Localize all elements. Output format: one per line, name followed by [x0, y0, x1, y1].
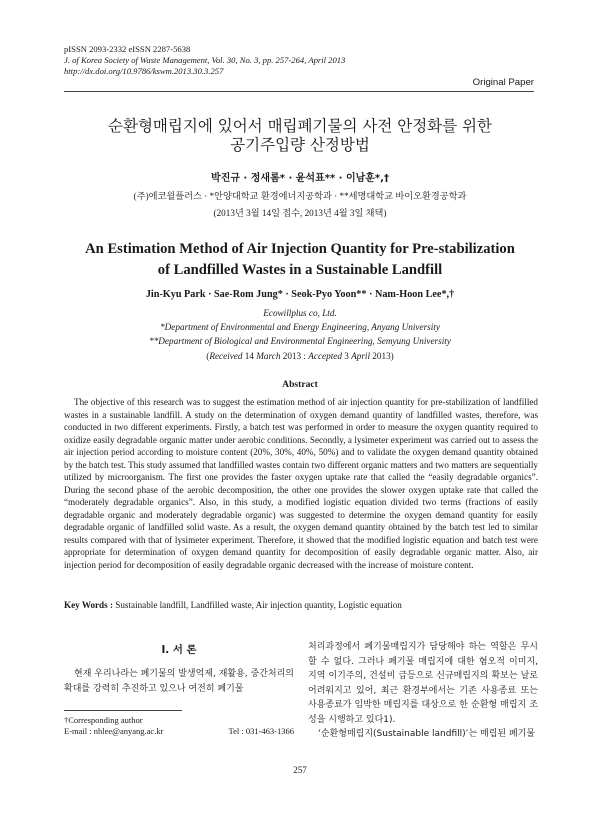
korean-dates: (2013년 3월 14일 접수, 2013년 4월 3일 채택) — [213, 208, 387, 218]
english-title-line1: An Estimation Method of Air Injection Quantity for Pre-stabilization — [85, 241, 515, 257]
abstract-heading: Abstract — [282, 379, 318, 390]
abstract-text: The objective of this research was to suggest the estimation method of air injection quantity for pre-stabilization of landfilled wastes in a sustainable landfill. A study on the determination of oxygen demand quantity of landfilled wastes, therefore, was conducted in two different experiments. Firstly, a batch test was performed in order to measure the oxygen quantity required to oxidize easily degradable organic matter under aerobic conditions. Secondly, a lysimeter experiment was carried out to assess the air injection period according to moisture content (20%, 30%, 40%, 50%) and to validate the oxygen demand quantity obtained by the batch test. This study assumed that landfilled wastes contain two different organic matters and two matters are sequentially utilized by microorganism. The first one provides the faster oxygen uptake rate that called the “easily degradable organics”. During the second phase of the aerobic decomposition, the other one provides the slower oxygen uptake rate that called the “moderately degradable organics”. Also, in this study, a modified logistic equation divided two terms (fractions of easily degradable organic and moderately degradable organic) was suggested to determine the oxygen demand quantity for easily degradable organic of landfilled solid waste. As a result, the oxygen demand quantity obtained by the batch test led to similar results compared with that of lysimeter experiment. Therefore, it showed that the modified logistic equation and batch test were appropriate for determination of oxygen demand quantity for decomposition of easily degradable organic matter. Also, air injection period for decomposition of easily degradable organic decreased with the increase of moisture content. — [64, 397, 538, 570]
body-column-2 — [308, 640, 538, 742]
body-column-2-para-1: 처리과정에서 폐기물매립지가 담당해야 하는 역할은 무시할 수 없다. 그러나 폐기물 매립지에 대한 혐오적 이미지, 지역 이기주의, 건설비 급등으로 신규매립지의 확보는 날로 어려워지고 있어, 최근 환경부에서는 기존 사용종료 또는 사용종료가 임박한 매립지를 대상으로 한 순환형 매립지 조성을 시행하고 있다1). — [308, 642, 538, 725]
korean-affiliation: (주)에코윌플러스 · *안양대학교 환경에너지공학과 · **세명대학교 바이오환경공학과 — [133, 191, 467, 201]
korean-title-line1: 순환형매립지에 있어서 매립폐기물의 사전 안정화를 위한 — [108, 117, 492, 135]
body-column-2-para-2: ‘순환형매립지(Sustainable landfill)’는 매립된 폐기물 — [318, 729, 536, 739]
received-label: Received — [209, 351, 243, 361]
footnote — [64, 715, 294, 737]
affiliation-3: **Department of Biological and Environmental Engineering, Semyung University — [149, 336, 451, 346]
section-heading: I. 서 론 — [161, 644, 197, 656]
english-title — [0, 239, 600, 281]
affiliation-2: *Department of Environmental and Energy Engineering, Anyang University — [160, 322, 440, 332]
keywords-label: Key Words : — [64, 600, 114, 610]
corresponding-author: †Corresponding author — [64, 715, 143, 725]
body-column-1: 현재 우리나라는 폐기물의 발생억제, 재활용, 중간처리의 확대를 강력히 추진하고 있으나 여전히 폐기물 — [64, 669, 294, 694]
page-number: 257 — [293, 765, 307, 775]
footnote-email: E-mail : nhlee@anyang.ac.kr — [64, 726, 164, 736]
journal-citation: J. of Korea Society of Waste Management, Vol. 30, No. 3, pp. 257-264, April 2013 — [64, 55, 346, 65]
english-dates: (Received 14 March 2013 : Accepted 3 April 2013) — [206, 351, 394, 361]
keywords — [64, 600, 538, 610]
english-authors: Jin-Kyu Park · Sae-Rom Jung* · Seok-Pyo Yoon** · Nam-Hoon Lee*,† — [145, 289, 455, 300]
received-month: March — [256, 351, 281, 361]
english-affiliations — [0, 306, 600, 348]
accepted-day: 3 — [344, 351, 349, 361]
accepted-year: 2013 — [372, 351, 391, 361]
doi-link[interactable]: http://dx.doi.org/10.9786/kswm.2013.30.3.257 — [64, 66, 224, 76]
footnote-tel: Tel : 031-463-1366 — [228, 726, 294, 736]
issn-line: pISSN 2093-2332 eISSN 2287-5638 — [64, 44, 191, 54]
english-title-line2: of Landfilled Wastes in a Sustainable Landfill — [157, 262, 443, 278]
footnote-rule — [64, 710, 182, 711]
journal-meta — [64, 44, 345, 77]
accepted-label: Accepted — [308, 351, 342, 361]
korean-title — [0, 117, 600, 155]
received-day: 14 — [244, 351, 254, 361]
korean-title-line2: 공기주입량 산정방법 — [230, 136, 370, 154]
accepted-month: April — [351, 351, 370, 361]
header-rule — [64, 91, 534, 92]
received-year: 2013 — [282, 351, 302, 361]
korean-authors: 박진규 · 정새롬* · 윤석표** · 이남훈*,† — [211, 173, 389, 184]
affiliation-1: Ecowillplus co, Ltd. — [263, 308, 337, 318]
paper-type-label: Original Paper — [472, 77, 534, 88]
keywords-text: Sustainable landfill, Landfilled waste, Air injection quantity, Logistic equation — [115, 600, 402, 610]
